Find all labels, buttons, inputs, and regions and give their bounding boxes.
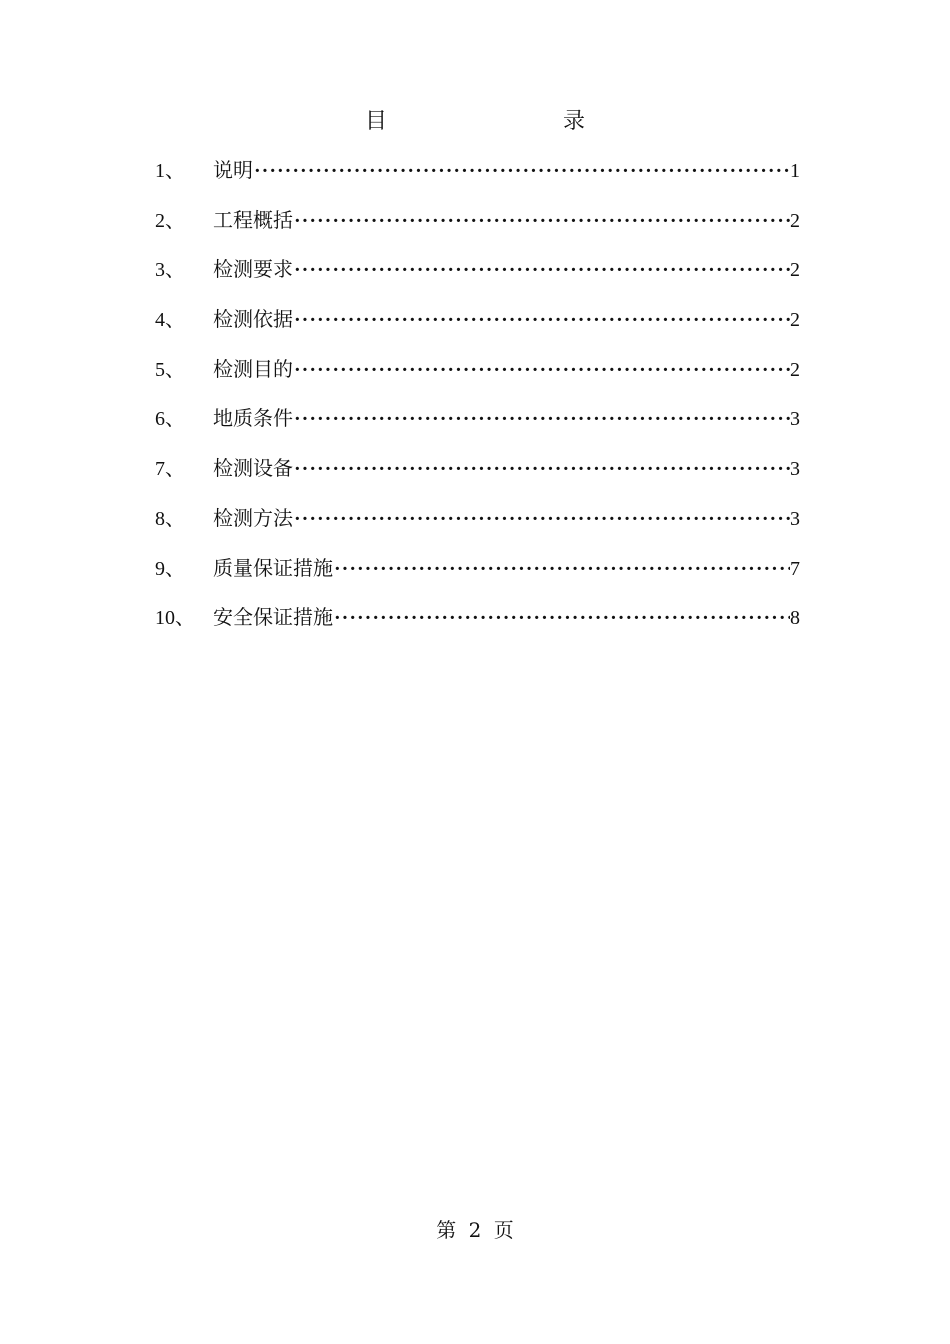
toc-entry-number: 10、 bbox=[155, 607, 195, 630]
toc-entry[interactable] bbox=[155, 498, 800, 548]
toc-entry-page: 2 bbox=[790, 209, 800, 232]
toc-entry-page: 8 bbox=[790, 607, 800, 630]
toc-title: 目 录 bbox=[364, 109, 629, 134]
toc-list bbox=[155, 150, 800, 647]
toc-dot-leader bbox=[333, 549, 790, 589]
page-number-footer: 第 2 页 bbox=[436, 1218, 514, 1242]
toc-entry[interactable] bbox=[155, 398, 800, 448]
toc-dot-leader bbox=[293, 250, 790, 290]
toc-entry-label: 检测要求 bbox=[213, 257, 293, 282]
toc-entry-number: 5、 bbox=[155, 358, 185, 381]
toc-entry-label: 地质条件 bbox=[213, 406, 293, 431]
toc-entry[interactable] bbox=[155, 448, 800, 498]
toc-entry-label: 检测设备 bbox=[213, 456, 293, 481]
toc-dot-leader bbox=[333, 598, 790, 638]
toc-entry-page: 2 bbox=[790, 309, 800, 332]
toc-entry-label: 质量保证措施 bbox=[213, 555, 333, 580]
toc-entry-label: 检测目的 bbox=[213, 356, 293, 381]
toc-entry-page: 2 bbox=[790, 358, 800, 381]
toc-entry-page: 2 bbox=[790, 259, 800, 282]
toc-entry-number: 1、 bbox=[155, 160, 185, 182]
toc-entry-label: 安全保证措施 bbox=[213, 605, 333, 630]
toc-entry-number: 9、 bbox=[155, 557, 185, 580]
toc-dot-leader bbox=[293, 499, 790, 539]
toc-entry-page: 7 bbox=[790, 557, 800, 580]
toc-entry-number: 6、 bbox=[155, 408, 185, 431]
toc-dot-leader bbox=[293, 300, 790, 340]
toc-entry-number: 7、 bbox=[155, 458, 185, 481]
toc-dot-leader bbox=[293, 449, 790, 489]
toc-entry-page: 3 bbox=[790, 408, 800, 431]
toc-entry-page: 1 bbox=[790, 160, 800, 182]
toc-entry-number: 8、 bbox=[155, 507, 185, 530]
toc-entry[interactable] bbox=[155, 200, 800, 250]
toc-entry-label: 检测依据 bbox=[213, 307, 293, 332]
toc-entry-number: 2、 bbox=[155, 209, 185, 232]
toc-entry[interactable] bbox=[155, 150, 800, 200]
toc-entry[interactable] bbox=[155, 249, 800, 299]
toc-dot-leader bbox=[293, 350, 790, 390]
toc-entry[interactable] bbox=[155, 349, 800, 399]
toc-dot-leader bbox=[293, 201, 790, 241]
toc-entry-label: 说明 bbox=[213, 158, 253, 182]
toc-entry-number: 3、 bbox=[155, 259, 185, 282]
toc-entry[interactable] bbox=[155, 597, 800, 647]
toc-entry[interactable] bbox=[155, 299, 800, 349]
toc-entry-page: 3 bbox=[790, 458, 800, 481]
toc-entry-number: 4、 bbox=[155, 309, 185, 332]
toc-dot-leader bbox=[253, 151, 790, 191]
toc-entry-label: 检测方法 bbox=[213, 505, 293, 530]
toc-entry-page: 3 bbox=[790, 507, 800, 530]
toc-dot-leader bbox=[293, 399, 790, 439]
toc-entry-label: 工程概括 bbox=[213, 207, 293, 232]
toc-entry[interactable] bbox=[155, 548, 800, 598]
